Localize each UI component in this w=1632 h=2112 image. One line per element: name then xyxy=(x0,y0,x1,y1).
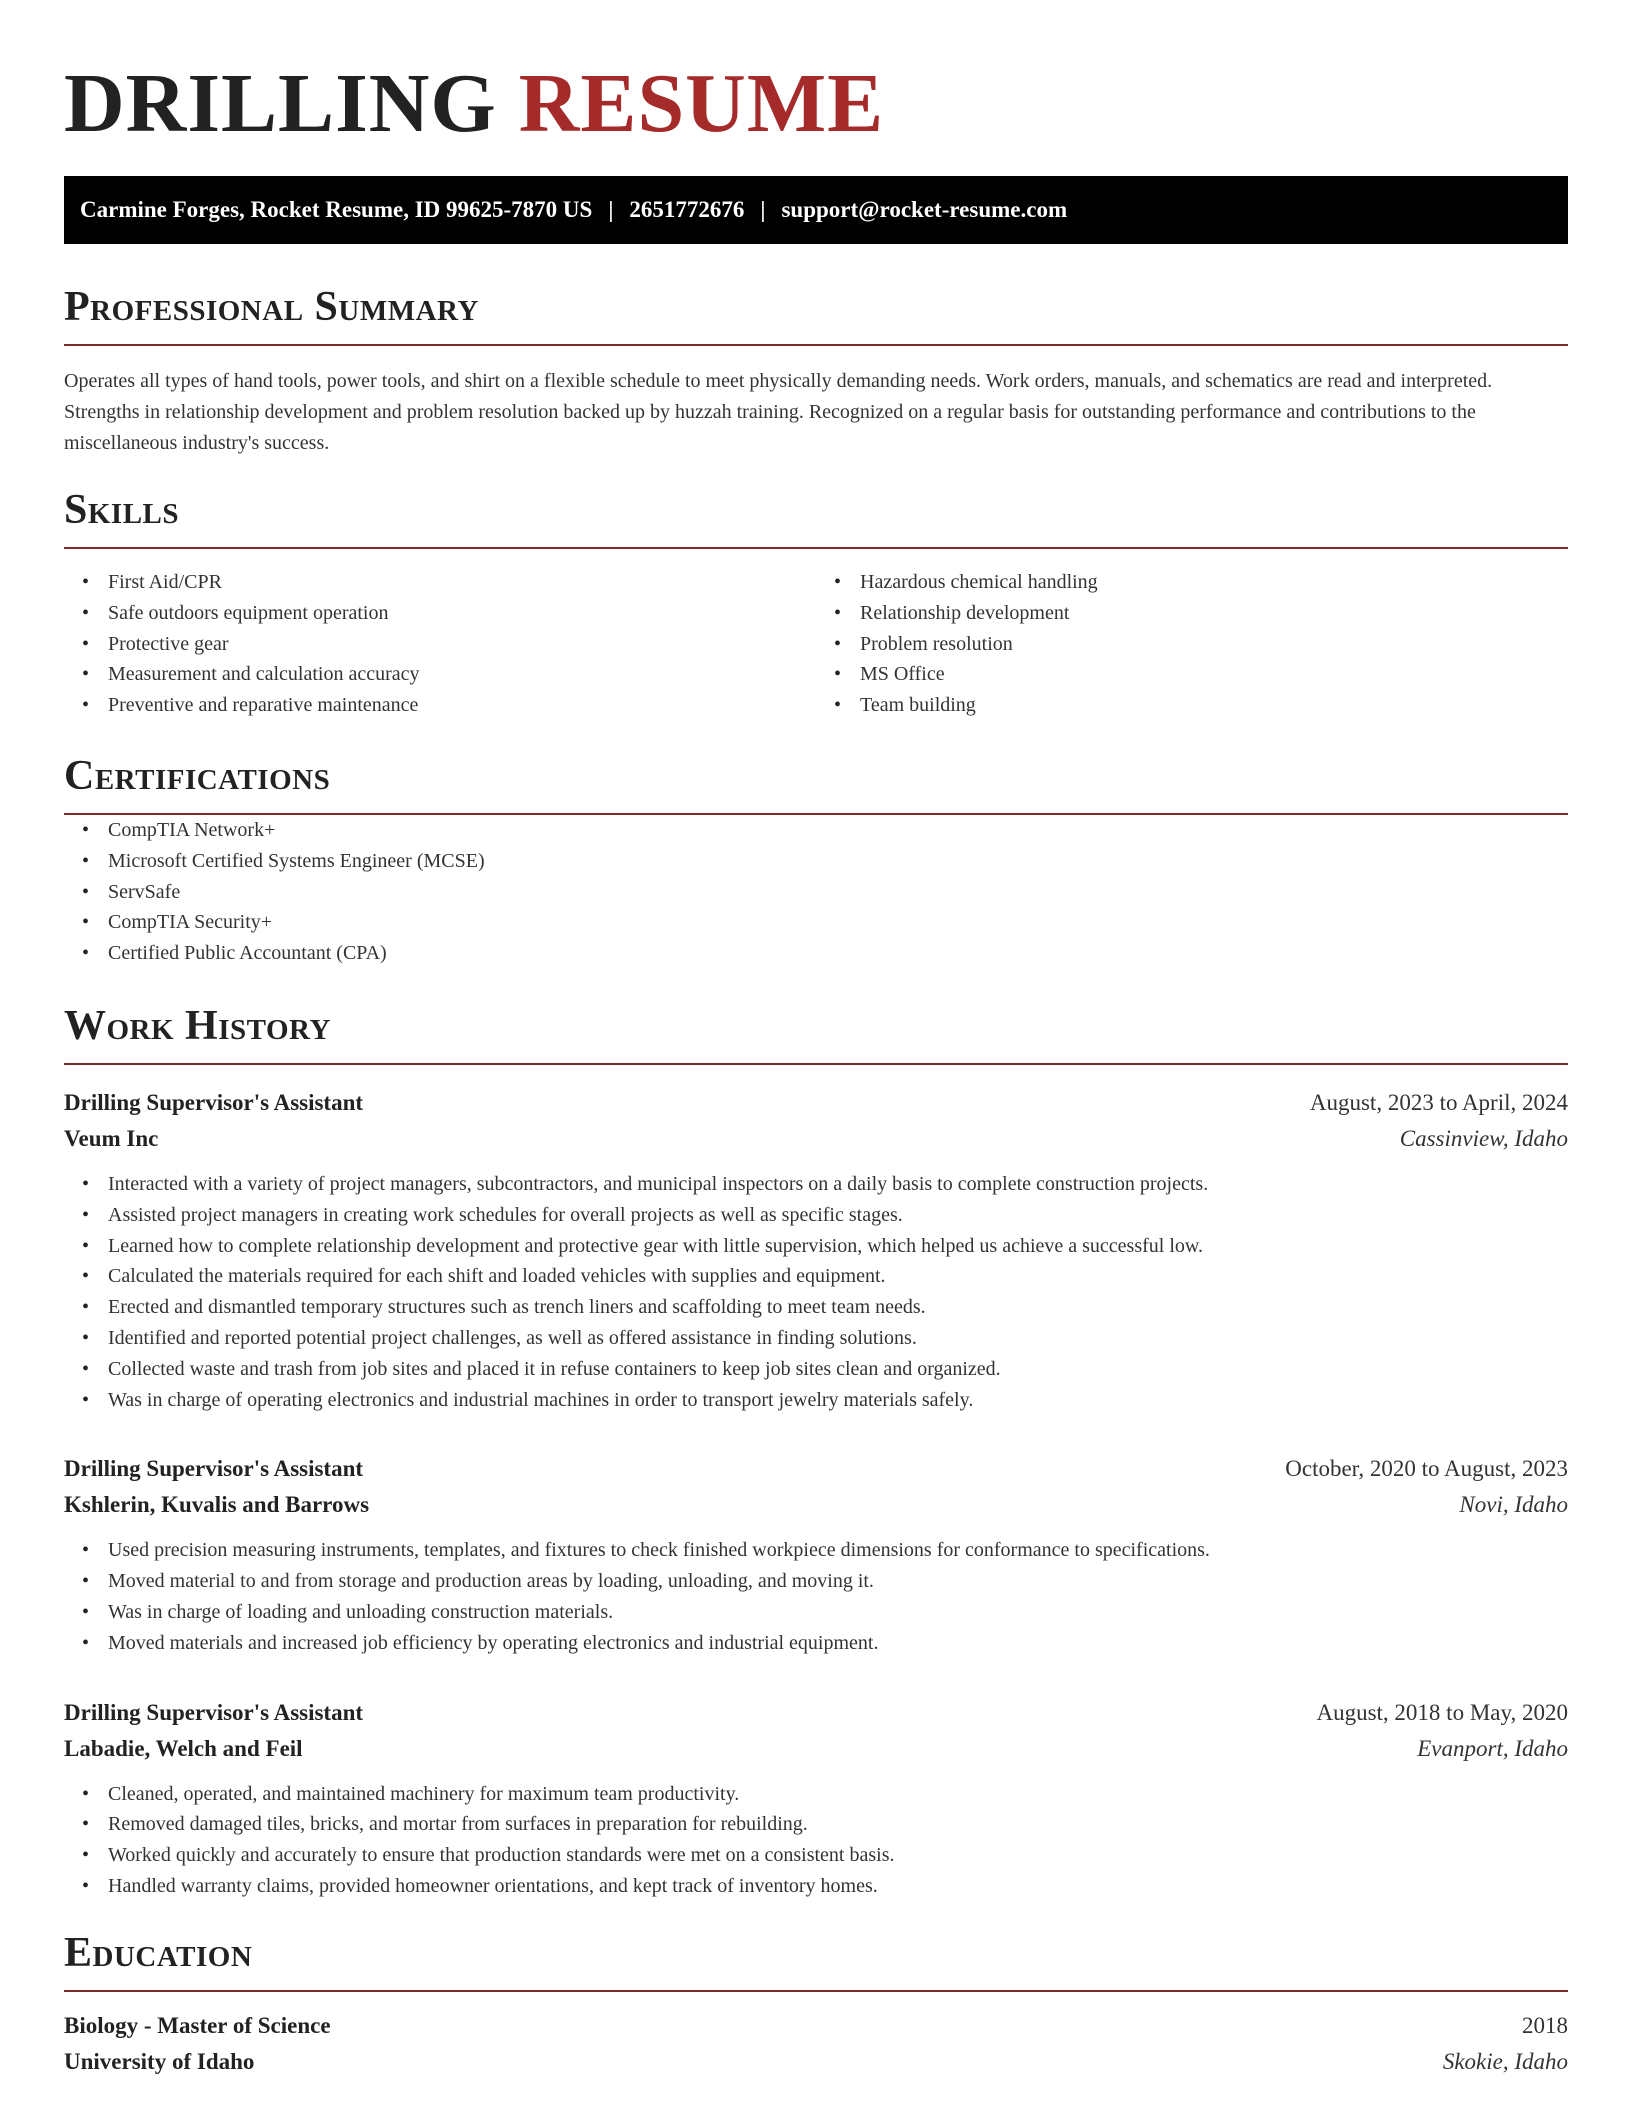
job-company-row xyxy=(64,1121,1568,1157)
job-entry xyxy=(64,1695,1568,1902)
skills-list-left xyxy=(64,567,816,721)
job-company: Kshlerin, Kuvalis and Barrows xyxy=(64,1492,370,1518)
title-accent: RESUME xyxy=(518,57,885,150)
job-bullet: • Used precision measuring instruments, templates, and fixtures to check finished workpiece dimensions for conformance to specifications. xyxy=(108,1535,1568,1566)
contact-bar xyxy=(64,176,1568,244)
job-header-row xyxy=(64,1695,1568,1731)
section-heading-education: Education xyxy=(64,1928,1568,1992)
job-company-row xyxy=(64,1731,1568,1767)
job-bullet: • Calculated the materials required for each shift and loaded vehicles with supplies and equipment. xyxy=(108,1261,1568,1292)
contact-address: Carmine Forges, Rocket Resume, ID 99625-7870 US xyxy=(80,197,593,222)
skill-item: • Preventive and reparative maintenance xyxy=(108,690,816,721)
skills-list-right xyxy=(816,567,1568,721)
skill-item: • Team building xyxy=(860,690,1568,721)
job-bullet: • Learned how to complete relationship development and protective gear with little supervision, which helped us achieve a successful low. xyxy=(108,1231,1568,1262)
contact-email[interactable]: support@rocket-resume.com xyxy=(781,197,1068,222)
job-dates: August, 2023 to April, 2024 xyxy=(1309,1089,1568,1115)
skill-item: • Protective gear xyxy=(108,629,816,660)
section-heading-summary: Professional Summary xyxy=(64,282,1568,346)
job-bullet: • Worked quickly and accurately to ensure that production standards were met on a consistent basis. xyxy=(108,1840,1568,1871)
skill-item: • Relationship development xyxy=(860,598,1568,629)
skill-item: • Safe outdoors equipment operation xyxy=(108,598,816,629)
title-main: DRILLING xyxy=(64,57,497,150)
job-bullets xyxy=(64,1779,1568,1902)
education-degree-row xyxy=(64,2008,1568,2044)
job-company: Labadie, Welch and Feil xyxy=(64,1735,303,1761)
job-entry xyxy=(64,1451,1568,1658)
summary-text: Operates all types of hand tools, power tools, and shirt on a flexible schedule to meet physically demanding needs. Work orders, manuals, and schematics are read and interpreted. Strengths in relationship development and problem resolution backed up by huzzah training. Recognized on a regular basis for outstanding performance and contributions to the miscellaneous industry's success. xyxy=(64,370,1493,454)
certification-item: • ServSafe xyxy=(108,877,1568,908)
certifications-list xyxy=(64,815,1568,969)
contact-phone: 2651772676 xyxy=(629,197,745,222)
education-school: University of Idaho xyxy=(64,2048,255,2074)
certification-item: • CompTIA Network+ xyxy=(108,815,1568,846)
skill-item: • MS Office xyxy=(860,659,1568,690)
skills-columns xyxy=(64,567,1568,721)
section-heading-work-history: Work History xyxy=(64,1001,1568,1065)
job-bullet: • Was in charge of loading and unloading construction materials. xyxy=(108,1597,1568,1628)
certification-item: • Microsoft Certified Systems Engineer (MCSE) xyxy=(108,846,1568,877)
certifications-section xyxy=(64,751,1568,969)
job-bullet: • Was in charge of operating electronics and industrial machines in order to transport jewelry materials safely. xyxy=(108,1385,1568,1416)
job-location: Novi, Idaho xyxy=(1459,1492,1568,1518)
education-degree: Biology - Master of Science xyxy=(64,2012,331,2038)
education-location: Skokie, Idaho xyxy=(1442,2048,1568,2074)
work-history-section xyxy=(64,1001,1568,1902)
skill-item: • Hazardous chemical handling xyxy=(860,567,1568,598)
job-company: Veum Inc xyxy=(64,1125,159,1151)
education-school-row xyxy=(64,2044,1568,2080)
job-bullets xyxy=(64,1169,1568,1415)
job-bullet: • Collected waste and trash from job sites and placed it in refuse containers to keep job sites clean and organized. xyxy=(108,1354,1568,1385)
job-bullet: • Identified and reported potential project challenges, as well as offered assistance in finding solutions. xyxy=(108,1323,1568,1354)
skill-item: • First Aid/CPR xyxy=(108,567,816,598)
skill-item: • Problem resolution xyxy=(860,629,1568,660)
job-location: Evanport, Idaho xyxy=(1417,1735,1568,1761)
job-bullets xyxy=(64,1535,1568,1658)
job-header-row xyxy=(64,1085,1568,1121)
job-title: Drilling Supervisor's Assistant xyxy=(64,1456,364,1482)
contact-separator: | xyxy=(760,197,766,222)
certification-item: • CompTIA Security+ xyxy=(108,907,1568,938)
job-dates: October, 2020 to August, 2023 xyxy=(1285,1456,1568,1482)
job-header-row xyxy=(64,1451,1568,1487)
job-title: Drilling Supervisor's Assistant xyxy=(64,1699,364,1725)
education-section xyxy=(64,1928,1568,2080)
education-year: 2018 xyxy=(1522,2012,1568,2038)
job-bullet: • Handled warranty claims, provided homeowner orientations, and kept track of inventory homes. xyxy=(108,1871,1568,1902)
job-bullet: • Interacted with a variety of project managers, subcontractors, and municipal inspectors on a daily basis to complete construction projects. xyxy=(108,1169,1568,1200)
job-bullet: • Erected and dismantled temporary structures such as trench liners and scaffolding to meet team needs. xyxy=(108,1292,1568,1323)
certification-item: • Certified Public Accountant (CPA) xyxy=(108,938,1568,969)
job-bullet: • Assisted project managers in creating work schedules for overall projects as well as specific stages. xyxy=(108,1200,1568,1231)
job-bullet: • Moved materials and increased job efficiency by operating electronics and industrial equipment. xyxy=(108,1628,1568,1659)
job-company-row xyxy=(64,1487,1568,1523)
job-bullet: • Removed damaged tiles, bricks, and mortar from surfaces in preparation for rebuilding. xyxy=(108,1809,1568,1840)
section-heading-skills: Skills xyxy=(64,485,1568,549)
section-heading-certifications: Certifications xyxy=(64,751,1568,815)
summary-section xyxy=(64,282,1568,459)
job-bullet: • Cleaned, operated, and maintained machinery for maximum team productivity. xyxy=(108,1779,1568,1810)
job-entry xyxy=(64,1085,1568,1415)
job-title: Drilling Supervisor's Assistant xyxy=(64,1089,364,1115)
skill-item: • Measurement and calculation accuracy xyxy=(108,659,816,690)
contact-separator: | xyxy=(608,197,614,222)
job-dates: August, 2018 to May, 2020 xyxy=(1316,1699,1568,1725)
job-bullet: • Moved material to and from storage and production areas by loading, unloading, and moving it. xyxy=(108,1566,1568,1597)
skills-section xyxy=(64,485,1568,721)
resume-title xyxy=(64,0,1568,152)
job-location: Cassinview, Idaho xyxy=(1399,1125,1568,1151)
education-entry xyxy=(64,2008,1568,2080)
